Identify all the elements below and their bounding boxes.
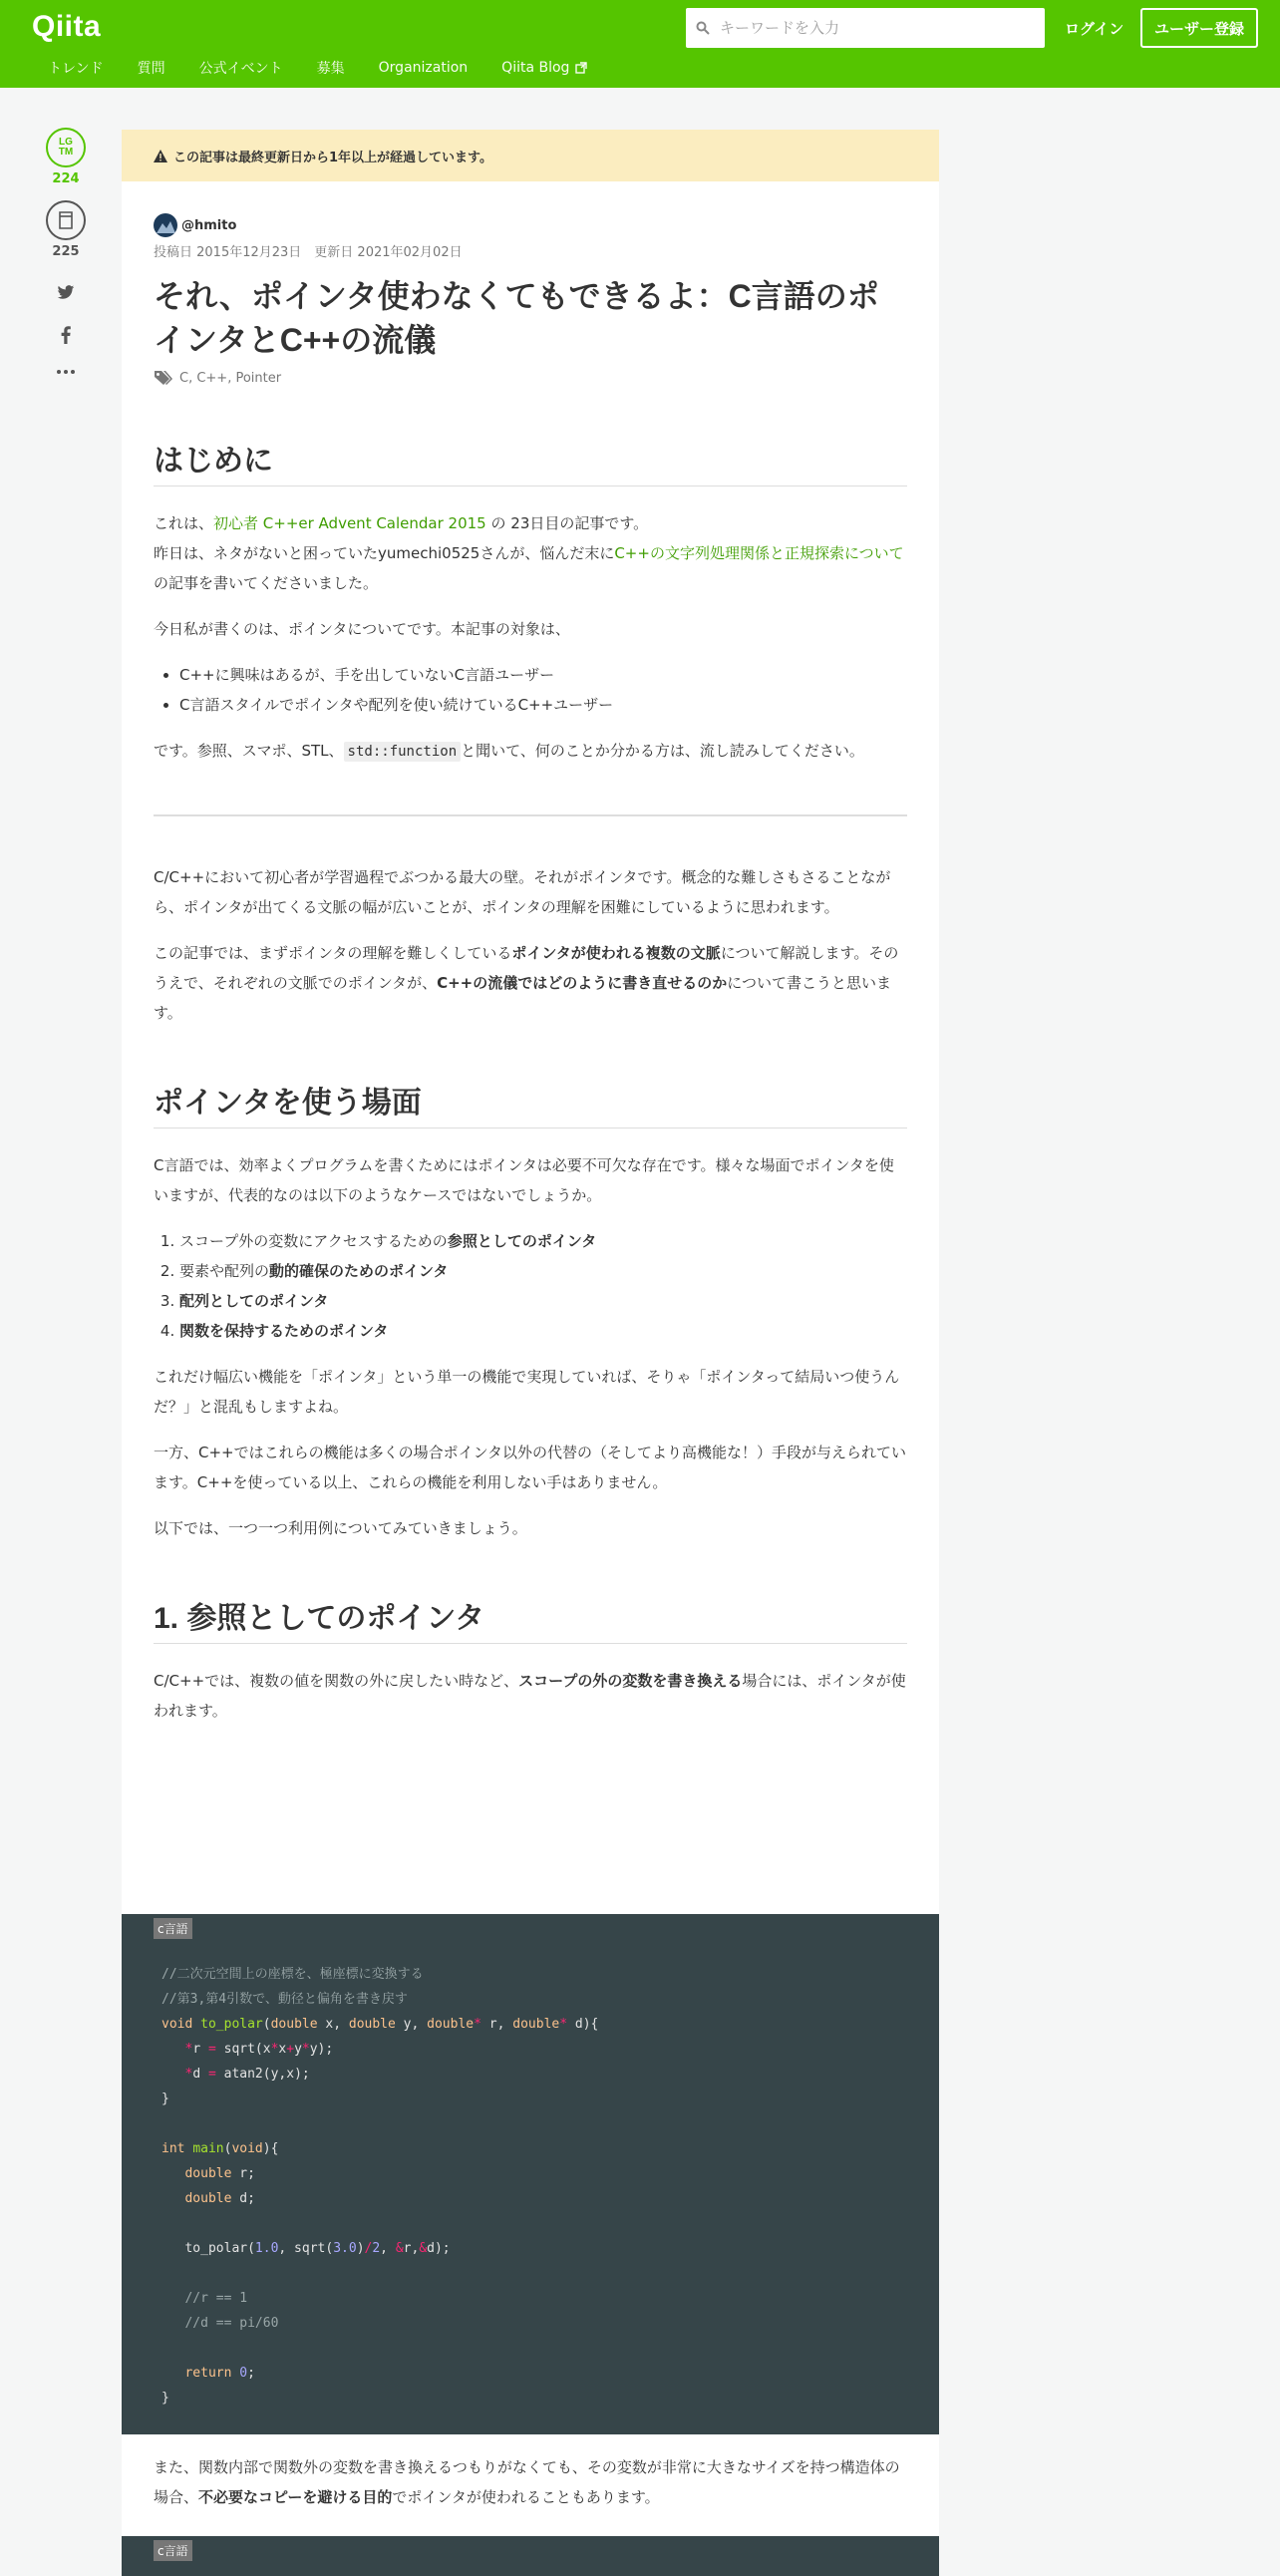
code-line: void to_polar(double x, double y, double* r, double* d){ [161,2017,599,2032]
facebook-icon [61,326,71,344]
action-rail [40,128,92,374]
lgtm-button[interactable] [46,128,86,167]
cpp-para: 一方、C++ではこれらの機能は多くの場合ポインタ以外の代替の（そしてより高機能な！）手段が与えられています。C++を使っている以上、これらの機能を利用しない手はありません。 [154,1444,907,1491]
code-line: int main(void){ [161,2141,279,2156]
list-item: • C言語スタイルでポインタや配列を使い続けているC++ユーザー [179,690,907,720]
code-line: double d; [184,2191,255,2206]
alert-text: この記事は最終更新日から1年以上が経過しています。 [173,150,493,165]
intro-para-4: です。参照、スマポ、STL、 std::function と聞いて、何のことか分かる方は、流し読みしてください。 [154,742,864,760]
author-row [154,213,907,237]
code-line: double r; [184,2166,255,2181]
signup-button[interactable]: ユーザー登録 [1140,8,1258,48]
inline-code: std::function [344,742,462,762]
tag-icon [154,370,173,386]
outdated-alert [122,130,939,181]
usage-para: C言語では、効率よくプログラムを書くためにはポインタは必要不可欠な存在です。様々な場面でポインタを使いますが、代表的なのは以下のようなケースではないでしょうか。 [154,1156,894,1204]
nav-organization[interactable]: Organization [378,60,469,76]
code-line [122,2211,939,2236]
nav-qiita-blog[interactable] [501,58,587,78]
code-line: *r = sqrt(x*x+y*y); [184,2042,334,2057]
code-line: } [161,2092,169,2106]
nav-questions[interactable]: 質問 [137,61,165,77]
heading-intro: はじめに [154,442,907,486]
search-input[interactable] [718,18,1017,38]
code-line: *d = atan2(y,x); [184,2067,310,2082]
login-link[interactable]: ログイン [1065,20,1124,38]
target-list [154,660,907,720]
code-line [122,2111,939,2136]
facebook-share[interactable] [40,326,92,344]
nav-recruit[interactable]: 募集 [316,61,345,77]
heading-reference: 1. 参照としてのポインタ [154,1599,907,1644]
stock-icon [58,211,74,229]
code-line: to_polar(1.0, sqrt(3.0)/2, &r,&d); [161,2241,451,2256]
article [122,130,939,2560]
code-line: //二次元空間上の座標を、極座標に変換する [161,1967,424,1982]
external-link-icon [575,62,587,74]
nav-qiita-blog-label: Qiita Blog [501,60,570,76]
intro-para-1: これは、初心者 C++er Advent Calendar 2015 の 23日目の記事です。 [154,514,649,532]
list-item: 3. 配列としてのポインタ [179,1286,907,1316]
list-item: • C++に興味はあるが、手を出していないC言語ユーザー [179,660,907,690]
more-menu[interactable] [40,370,92,374]
author-avatar[interactable] [154,213,177,237]
code-line: //d == pi/60 [161,2316,279,2331]
ref-para: C/C++では、複数の値を関数の外に戻したい時など、スコープの外の変数を書き換える場合には、ポインタが使われます。 [154,1672,906,1720]
heading-usage: ポインタを使う場面 [154,1084,907,1128]
nav-trend[interactable]: トレンド [48,61,104,77]
tag-list [154,370,907,386]
warning-icon [154,150,167,162]
intro-para-3: 今日私が書くのは、ポインタについてです。本記事の対象は、 [154,620,570,638]
previous-article-link[interactable]: C++の文字列処理関係と正規探索について [614,544,904,562]
qiita-logo[interactable]: Qiita [32,10,102,43]
code-line: } [161,2391,169,2406]
copy-para: また、関数内部で関数外の変数を書き換えるつもりがなくても、その変数が非常に大きなサイズを持つ構造体の場合、不必要なコピーを避ける目的でポインタが使われることもあります。 [154,2458,900,2506]
intro-para-2: 昨日は、ネタがないと困っていたyumechi0525さんが、悩んだ末にC++の文字列処理関係と正規探索についての記事を書いてくださいました。 [154,544,904,592]
code-language-label: c言語 [154,1918,192,1939]
code-line: return 0; [184,2366,255,2381]
article-title: それ、ポインタ使わなくてもできるよ：C言語のポインタとC++の流儀 [154,278,879,358]
more-icon [57,370,75,374]
lgtm-icon: LG TM [58,137,74,158]
code-line: //第3,第4引数で、動径と偏角を書き戻す [161,1992,408,2007]
tags-text[interactable]: C, C++, Pointer [179,370,282,386]
list-item: 2. 要素や配列の動的確保のためのポインタ [179,1256,907,1286]
global-nav [48,58,621,78]
code-block-2 [122,2536,939,2576]
twitter-icon [57,285,75,300]
case-list [154,1226,907,1346]
lgtm-count: 224 [52,171,80,186]
code-block [122,1914,939,2434]
search-icon [696,21,710,35]
twitter-share[interactable] [40,285,92,300]
next-para: 以下では、一つ一つ利用例についてみていきましょう。 [154,1519,527,1537]
code-line [122,2261,939,2286]
stock-count: 225 [52,244,80,259]
code-line [122,2336,939,2361]
author-name[interactable]: @hmito [181,217,237,233]
global-header [0,0,1280,88]
list-item: 1. スコープ外の変数にアクセスするための参照としてのポインタ [179,1226,907,1256]
search-box[interactable] [686,8,1045,48]
code-line: //r == 1 [161,2291,248,2306]
wall-para: C/C++において初心者が学習過程でぶつかる最大の壁。それがポインタです。概念的な難しさもさることながら、ポインタが出てくる文脈の幅が広いことが、ポインタの理解を困難にしているように思われます。 [154,868,891,916]
code-language-label: c言語 [154,2540,192,2561]
plan-para: この記事では、まずポインタの理解を難しくしているポインタが使われる複数の文脈について解説します。そのうえで、それぞれの文脈でのポインタが、C++の流儀ではどのように書き直せるのかについて書こうと思います。 [154,944,899,1022]
nav-official-events[interactable]: 公式イベント [198,61,283,77]
list-item: 4. 関数を保持するためのポインタ [179,1316,907,1346]
post-dates: 投稿日 2015年12月23日 更新日 2021年02月02日 [154,245,463,260]
advent-calendar-link[interactable]: 初心者 C++er Advent Calendar 2015 [213,514,486,532]
stock-button[interactable] [46,200,86,240]
confuse-para: これだけ幅広い機能を「ポインタ」という単一の機能で実現していれば、そりゃ「ポインタって結局いつ使うんだ？」と混乱もしますよね。 [154,1368,900,1416]
